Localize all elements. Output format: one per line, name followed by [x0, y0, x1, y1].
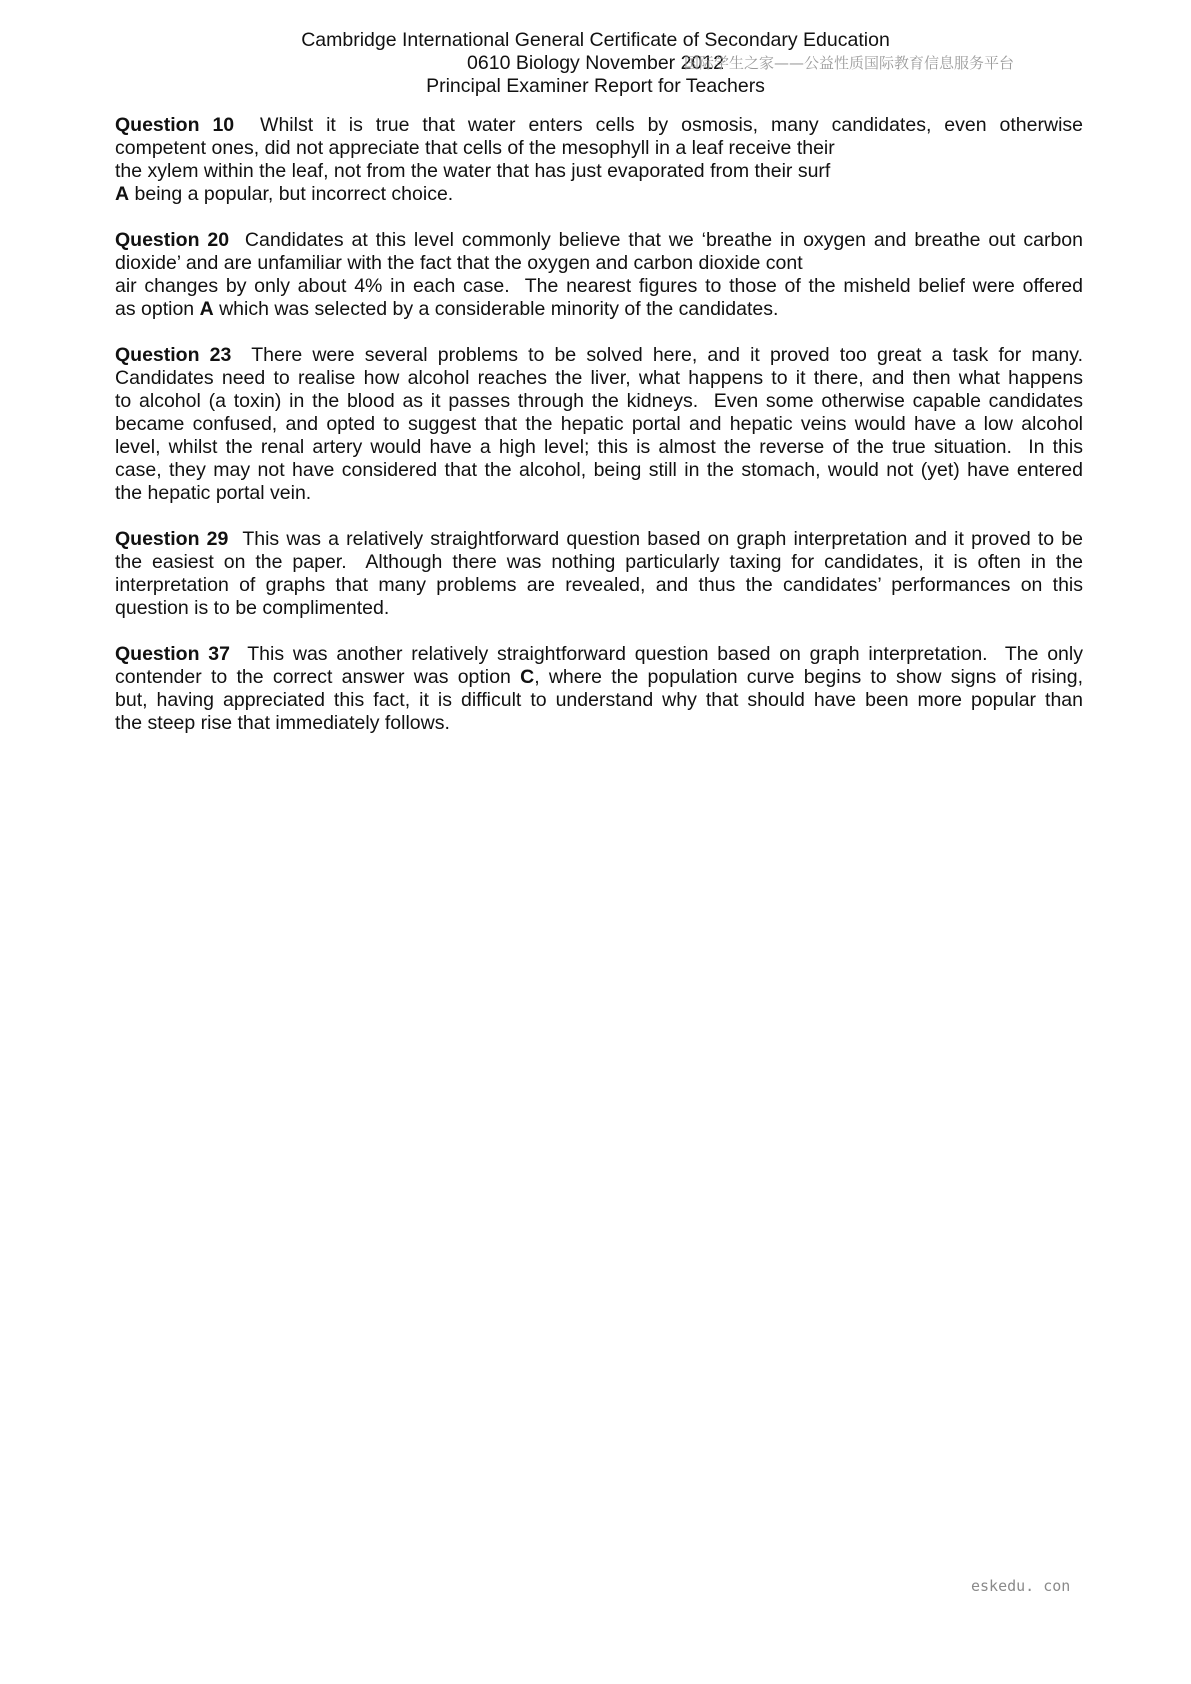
paragraph-line: the steep rise that immediately follows.: [115, 712, 450, 734]
question-label: Question 37: [115, 643, 230, 665]
option-letter: A: [115, 183, 130, 205]
question-label: Question 10: [115, 114, 235, 136]
paragraph-line: the easiest on the paper. Although there was nothing particularly taxing for candidates, it is often in the: [115, 551, 1083, 573]
question-37-paragraph: [115, 643, 1083, 735]
paragraph-line: [115, 666, 1083, 689]
paragraph-text: There were several problems to be solved here, and it proved too great a task for many.: [231, 344, 1083, 366]
paragraph-line: but, having appreciated this fact, it is difficult to understand why that should have been more popular than: [115, 689, 1083, 711]
footer-site-text: eskedu. con: [971, 1577, 1071, 1595]
report-body: [115, 114, 1083, 758]
option-letter: C: [520, 666, 535, 688]
paragraph-line: [115, 298, 1083, 321]
paragraph-text: Candidates at this level commonly believe that we ‘breathe in oxygen and breathe out carbon: [229, 229, 1083, 251]
paragraph-line: the xylem within the leaf, not from the water that has just evaporated from their surf: [115, 160, 831, 182]
paragraph-line: competent ones, did not appreciate that cells of the mesophyll in a leaf receive their: [115, 137, 835, 159]
paragraph-line: [115, 528, 1083, 551]
paragraph-line: to alcohol (a toxin) in the blood as it passes through the kidneys. Even some otherwise capable candidates: [115, 390, 1083, 412]
paragraph-line: [115, 229, 1083, 252]
paragraph-line: question is to be complimented.: [115, 597, 390, 619]
paragraph-line: air changes by only about 4% in each case. The nearest figures to those of the misheld belief were offered: [115, 275, 1083, 297]
paragraph-text: This was a relatively straightforward question based on graph interpretation and it proved to be: [228, 528, 1083, 550]
question-10-paragraph: [115, 114, 1083, 206]
header-report-type: Principal Examiner Report for Teachers: [426, 75, 765, 97]
question-29-paragraph: [115, 528, 1083, 620]
paragraph-line: Candidates need to realise how alcohol reaches the liver, what happens to it there, and then what happens: [115, 367, 1083, 389]
paragraph-line: [115, 643, 1083, 666]
header-exam-title: Cambridge International General Certificate of Secondary Education: [301, 29, 890, 51]
paragraph-text: being a popular, but incorrect choice.: [129, 183, 454, 205]
watermark-text: 国际学生之家——公益性质国际教育信息服务平台: [684, 54, 1015, 72]
option-letter: A: [199, 298, 214, 320]
paragraph-line: the hepatic portal vein.: [115, 482, 312, 504]
paragraph-text: Whilst it is true that water enters cells by osmosis, many candidates, even otherwise: [234, 114, 1083, 136]
paragraph-text: , where the population curve begins to show signs of rising,: [534, 666, 1083, 688]
paragraph-line: [115, 114, 1083, 137]
question-label: Question 29: [115, 528, 229, 550]
question-label: Question 23: [115, 344, 232, 366]
paragraph-line: case, they may not have considered that the alcohol, being still in the stomach, would not (yet) have entered: [115, 459, 1083, 481]
question-23-paragraph: [115, 344, 1083, 505]
paragraph-text: which was selected by a considerable minority of the candidates.: [213, 298, 779, 320]
paragraph-text: as option: [115, 298, 200, 320]
paragraph-text: This was another relatively straightforward question based on graph interpretation. The only: [230, 643, 1083, 665]
paragraph-line: interpretation of graphs that many problems are revealed, and thus the candidates’ performances on this: [115, 574, 1083, 596]
header-subject-session: 0610 Biology November 2012: [467, 52, 724, 74]
question-label: Question 20: [115, 229, 230, 251]
question-20-paragraph: [115, 229, 1083, 321]
paragraph-line: [115, 183, 1083, 206]
paragraph-line: [115, 344, 1083, 367]
paragraph-line: dioxide’ and are unfamiliar with the fact that the oxygen and carbon dioxide cont: [115, 252, 803, 274]
paragraph-line: level, whilst the renal artery would have a high level; this is almost the reverse of the true situation. In this: [115, 436, 1083, 458]
paragraph-text: contender to the correct answer was option: [115, 666, 521, 688]
paragraph-line: became confused, and opted to suggest that the hepatic portal and hepatic veins would have a low alcohol: [115, 413, 1083, 435]
